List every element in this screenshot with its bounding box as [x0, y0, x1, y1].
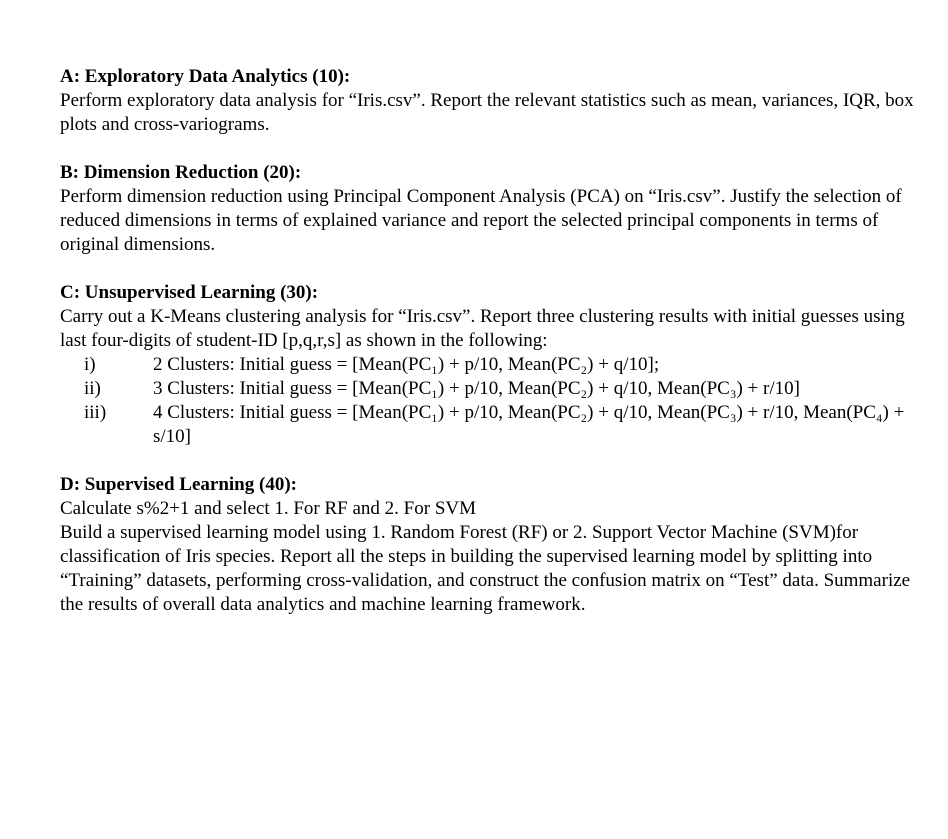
- section-exploratory-data-analytics: [60, 65, 920, 137]
- document-page: [60, 65, 920, 617]
- section-supervised-learning: [60, 473, 920, 617]
- section-dimension-reduction: [60, 161, 920, 257]
- list-item-text: 3 Clusters: Initial guess = [Mean(PC₁) + p/10, Mean(PC₂) + q/10, Mean(PC₃) + r/10]: [153, 378, 800, 399]
- section-paragraph: Perform exploratory data analysis for “Iris.csv”. Report the relevant statistics such as mean, variances, IQR, box plots and cross-variograms.: [60, 90, 914, 135]
- list-item-number: ii): [84, 378, 101, 399]
- section-heading: A: Exploratory Data Analytics (10):: [60, 66, 351, 87]
- cluster-list: [60, 353, 920, 449]
- section-heading: D: Supervised Learning (40):: [60, 474, 297, 495]
- section-unsupervised-learning: [60, 281, 920, 449]
- list-item: [60, 377, 920, 401]
- list-item-text: 2 Clusters: Initial guess = [Mean(PC₁) + p/10, Mean(PC₂) + q/10];: [153, 354, 660, 375]
- list-item-number: i): [84, 354, 96, 375]
- section-heading: C: Unsupervised Learning (30):: [60, 282, 319, 303]
- section-paragraph: Calculate s%2+1 and select 1. For RF and 2. For SVM: [60, 498, 477, 519]
- list-item: [60, 401, 920, 449]
- section-paragraph: Perform dimension reduction using Principal Component Analysis (PCA) on “Iris.csv”. Justify the selection of reduced dimensions in terms of explained variance and report the selected principal components in terms of original dimensions.: [60, 186, 902, 255]
- section-paragraph: Carry out a K-Means clustering analysis for “Iris.csv”. Report three clustering results with initial guesses using last four-digits of student-ID [p,q,r,s] as shown in the following:: [60, 306, 905, 351]
- list-item-text: 4 Clusters: Initial guess = [Mean(PC₁) + p/10, Mean(PC₂) + q/10, Mean(PC₃) + r/10, Mean(PC₄) + s/10]: [153, 402, 905, 447]
- section-paragraph: Build a supervised learning model using 1. Random Forest (RF) or 2. Support Vector Machine (SVM)for classification of Iris species. Report all the steps in building the supervised learning model by splitting into “Training” datasets, performing cross-validation, and construct the confusion matrix on “Test” data. Summarize the results of overall data analytics and machine learning framework.: [60, 522, 911, 615]
- list-item: [60, 353, 920, 377]
- list-item-number: iii): [84, 402, 107, 423]
- section-heading: B: Dimension Reduction (20):: [60, 162, 302, 183]
